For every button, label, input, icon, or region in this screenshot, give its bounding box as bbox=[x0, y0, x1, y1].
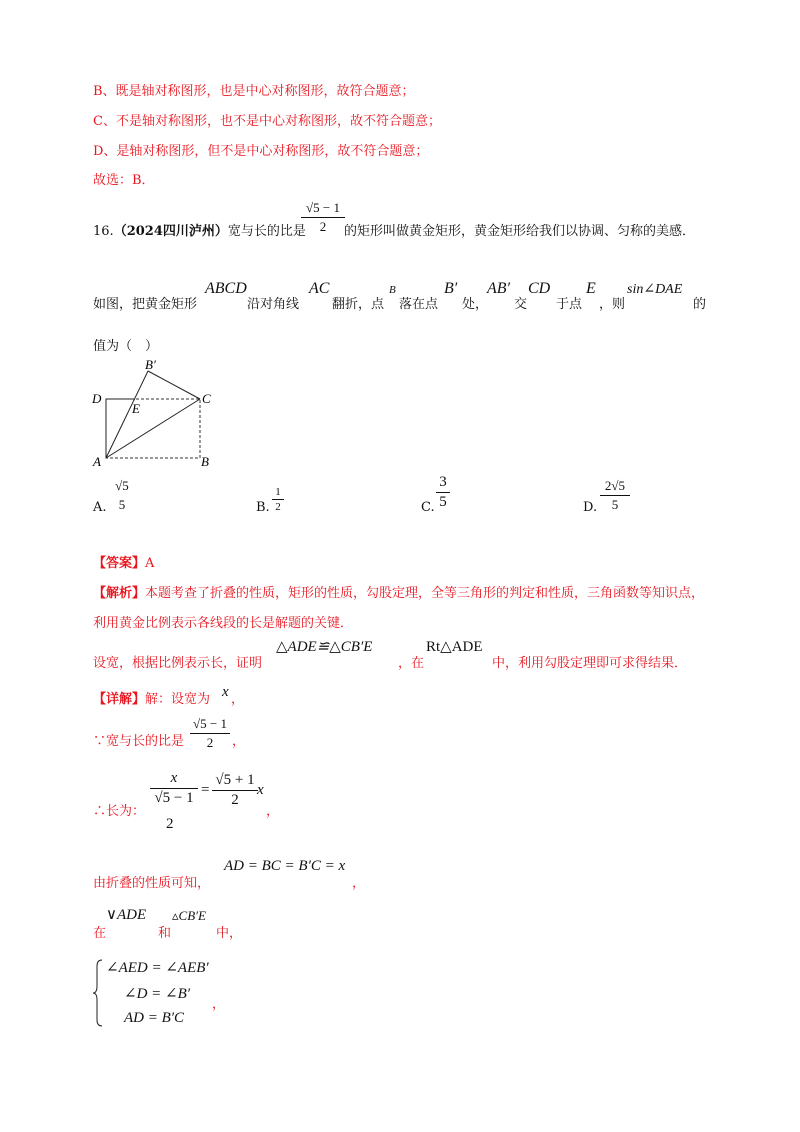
q16-line2-e: 处， bbox=[462, 297, 489, 312]
q16-cd: CD bbox=[528, 280, 551, 297]
analysis-line1 bbox=[93, 582, 704, 601]
label-b: B bbox=[201, 454, 209, 469]
option-d-explanation: D、是轴对称图形，但不是中心对称图形，故不符合题意； bbox=[93, 144, 429, 159]
length-end: ， bbox=[266, 804, 280, 819]
detail-label: 【详解】 bbox=[93, 692, 146, 707]
because-text: ∵宽与长的比是 bbox=[93, 734, 185, 749]
q16-b-prime: B′ bbox=[444, 280, 458, 297]
because-denominator: 2 bbox=[206, 735, 214, 750]
left-brace bbox=[91, 958, 105, 1028]
congruence-statement: △ADE≌△CB′E bbox=[276, 639, 373, 655]
q16-ab-prime: AB′ bbox=[487, 280, 511, 297]
label-d: D bbox=[92, 391, 102, 406]
q16-ac: AC bbox=[309, 280, 330, 297]
question-source: （2024四川泸州） bbox=[113, 224, 228, 239]
q16-line2-b: 沿对角线 bbox=[247, 297, 300, 312]
q16-e: E bbox=[586, 280, 596, 297]
length-inner-denominator: 2 bbox=[166, 816, 174, 832]
option-b-label: B. bbox=[256, 500, 270, 515]
q16-line2-g: 于点 bbox=[556, 297, 583, 312]
detail-intro-end: ， bbox=[231, 692, 245, 707]
because-fraction bbox=[190, 716, 230, 751]
option-d-fraction bbox=[600, 478, 630, 513]
fraction-bar bbox=[150, 788, 198, 789]
length-rhs-numerator: √5 + 1 bbox=[215, 772, 255, 788]
answer-line bbox=[93, 552, 154, 571]
because-end: ， bbox=[232, 734, 246, 749]
analysis-line2: 利用黄金比例表示各线段的长是解题的关键． bbox=[93, 616, 354, 631]
option-c-fraction bbox=[436, 474, 450, 511]
answer-value: A bbox=[145, 556, 155, 571]
option-d-denominator: 5 bbox=[611, 497, 619, 512]
analysis-text-1: 本题考查了折叠的性质，矩形的性质，勾股定理，全等三角形的判定和性质，三角函数等知识点， bbox=[145, 586, 705, 601]
question-text-1: 宽与长的比是 bbox=[227, 224, 306, 239]
fold-equation: AD = BC = B′C = x bbox=[224, 858, 346, 874]
length-rhs-fraction bbox=[212, 772, 258, 809]
q16-line2-f: 交 bbox=[514, 297, 528, 312]
option-b-explanation: B、既是轴对称图形，也是中心对称图形，故符合题意； bbox=[93, 84, 415, 99]
and-text: 和 bbox=[158, 926, 172, 941]
option-d-label: D. bbox=[583, 500, 598, 515]
option-b-denominator: 2 bbox=[275, 501, 281, 513]
label-c: C bbox=[202, 391, 211, 406]
detail-line1 bbox=[93, 688, 210, 707]
analysis-text-3b: ，在 bbox=[398, 656, 425, 671]
fraction-bar bbox=[272, 499, 284, 500]
detail-intro: 解：设宽为 bbox=[145, 692, 211, 707]
answer-label: 【答案】 bbox=[93, 556, 146, 571]
fold-text: 由折叠的性质可知， bbox=[93, 876, 211, 891]
label-e: E bbox=[132, 401, 140, 416]
option-b-fraction bbox=[272, 486, 284, 513]
condition-2: ∠D = ∠B′ bbox=[124, 986, 191, 1002]
condition-3: AD = B′C bbox=[124, 1010, 185, 1026]
option-a-label: A. bbox=[93, 500, 107, 515]
choose-statement: 故选：B． bbox=[93, 173, 155, 188]
length-numerator-x: x bbox=[170, 770, 178, 786]
right-triangle-ade: Rt△ADE bbox=[426, 639, 483, 655]
q16-line2-d: 落在点 bbox=[399, 297, 439, 312]
option-d-numerator: 2√5 bbox=[604, 478, 626, 493]
because-numerator: √5 − 1 bbox=[193, 716, 227, 731]
length-rhs-x: x bbox=[257, 782, 264, 798]
length-equals: = bbox=[201, 782, 210, 798]
q16-b: B bbox=[389, 284, 396, 296]
in-text: 在 bbox=[93, 926, 107, 941]
triangle-ade: ∨ADE bbox=[106, 907, 147, 923]
option-a-numerator: √5 bbox=[115, 478, 129, 493]
question-number: 16. bbox=[93, 224, 114, 239]
label-a: A bbox=[93, 454, 101, 469]
condition-1: ∠AED = ∠AEB′ bbox=[106, 960, 209, 976]
mid-text: 中， bbox=[216, 926, 243, 941]
fraction-bar bbox=[301, 217, 345, 218]
golden-ratio-denominator: 2 bbox=[319, 219, 327, 234]
golden-ratio-fraction bbox=[301, 200, 345, 235]
question-16-line1 bbox=[93, 220, 306, 239]
q16-sin-dae: sin∠DAE bbox=[627, 282, 683, 297]
option-a-fraction bbox=[111, 478, 133, 513]
option-c-denominator: 5 bbox=[439, 494, 447, 510]
fraction-bar bbox=[212, 790, 258, 791]
length-inner-numerator: √5 − 1 bbox=[154, 790, 194, 806]
golden-rectangle-figure bbox=[90, 358, 220, 470]
q16-line2-i: 的 bbox=[693, 297, 707, 312]
option-a-denominator: 5 bbox=[118, 497, 126, 512]
triangle-cbe: ▵CB′E bbox=[172, 908, 206, 923]
segment-b-prime-c bbox=[148, 371, 200, 399]
analysis-label: 【解析】 bbox=[93, 586, 146, 601]
analysis-text-3c: 中，利用勾股定理即可求得结果． bbox=[492, 656, 688, 671]
golden-ratio-numerator: √5 − 1 bbox=[306, 200, 340, 215]
question-text-2: 的矩形叫做黄金矩形，黄金矩形给我们以协调、匀称的美感． bbox=[344, 224, 696, 239]
option-b-numerator: 1 bbox=[275, 486, 281, 498]
fold-end: ， bbox=[352, 876, 366, 891]
system-end: ， bbox=[212, 997, 226, 1012]
q16-line2-h: ，则 bbox=[599, 297, 626, 312]
analysis-text-3a: 设宽，根据比例表示长，证明 bbox=[93, 656, 263, 671]
option-c-explanation: C、不是轴对称图形，也不是中心对称图形，故不符合题意； bbox=[93, 114, 441, 129]
fraction-bar bbox=[190, 733, 230, 734]
q16-abcd: ABCD bbox=[205, 280, 247, 297]
therefore-text: ∴长为： bbox=[93, 804, 146, 819]
length-complex-fraction bbox=[150, 770, 198, 807]
q16-line2-a: 如图，把黄金矩形 bbox=[93, 297, 198, 312]
label-b-prime: B′ bbox=[145, 358, 156, 372]
q16-line2-c: 翻折，点 bbox=[332, 297, 385, 312]
option-c-label: C. bbox=[421, 500, 435, 515]
fraction-bar bbox=[600, 495, 630, 496]
length-rhs-denominator: 2 bbox=[231, 792, 239, 808]
fraction-bar bbox=[436, 492, 450, 493]
variable-x: x bbox=[222, 684, 229, 700]
option-c-numerator: 3 bbox=[439, 474, 447, 490]
q16-line3: 值为（ ） bbox=[93, 339, 159, 354]
